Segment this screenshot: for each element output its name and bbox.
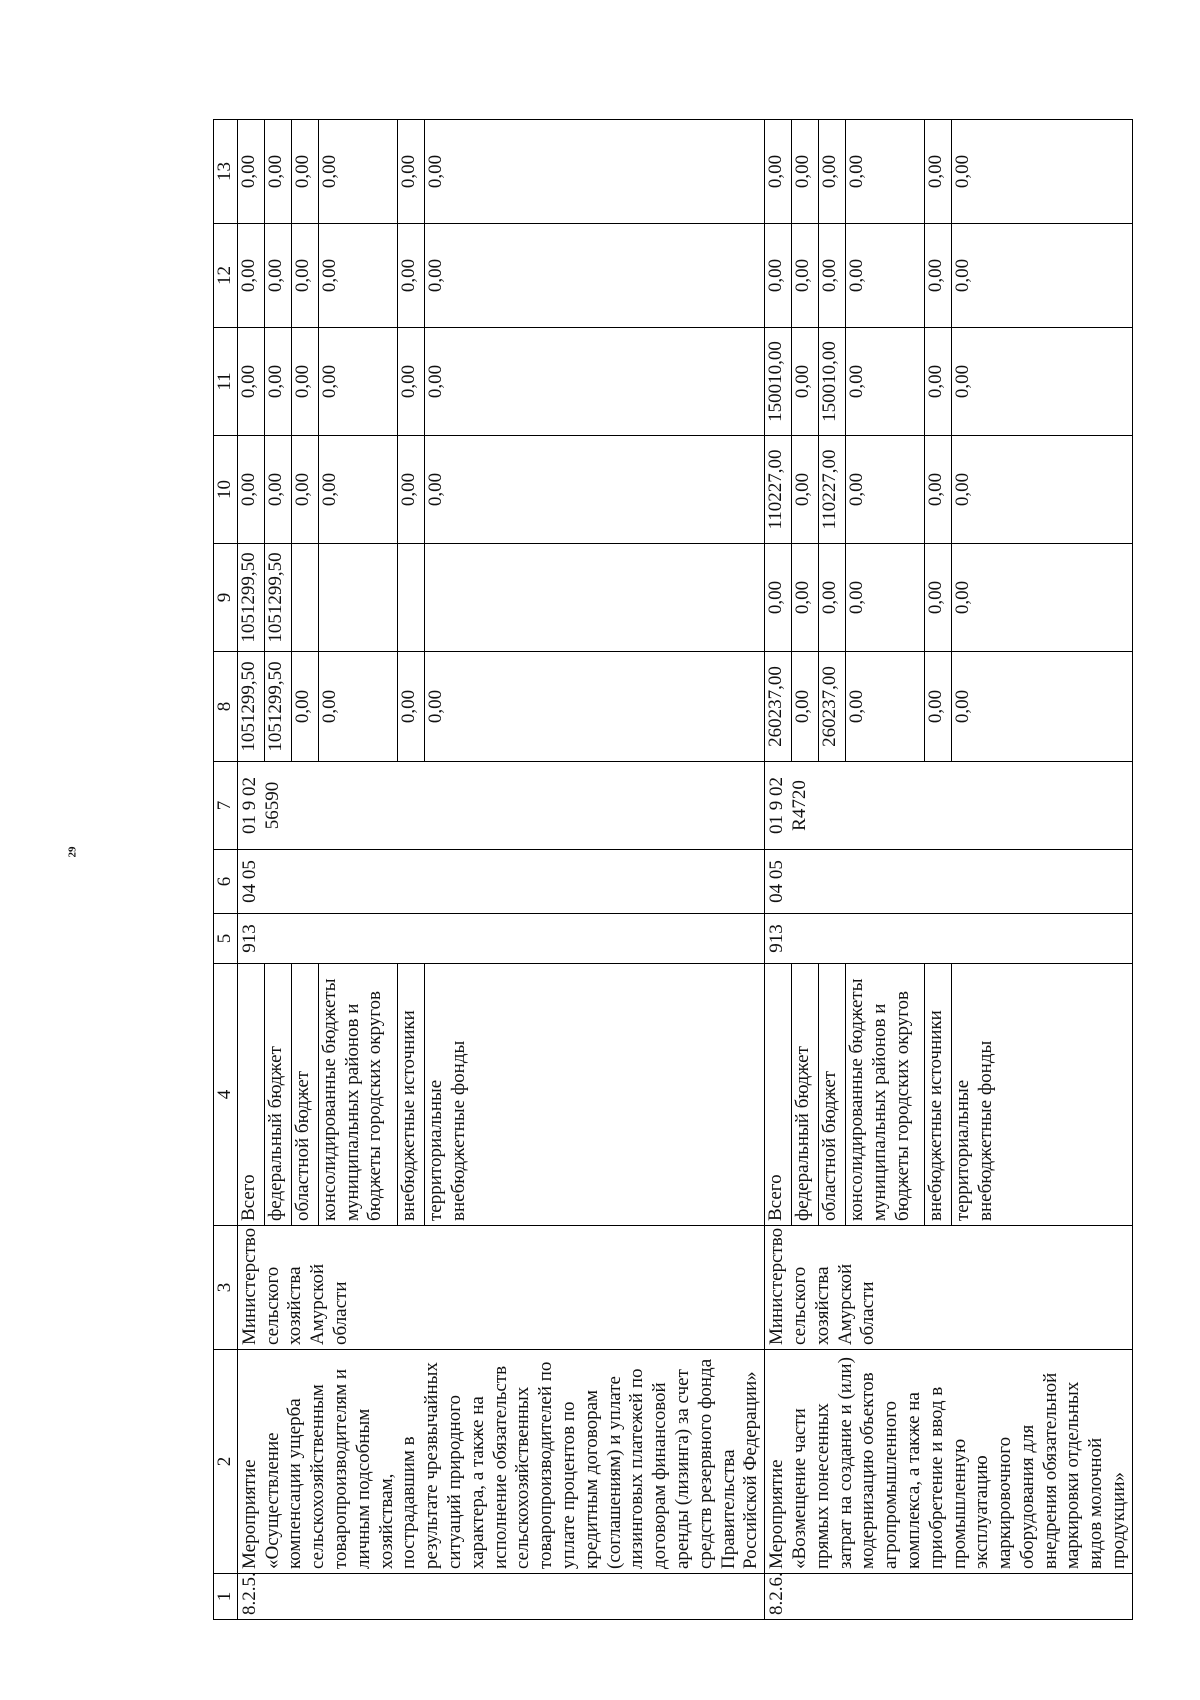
amount-c11-line: 0,00 — [952, 364, 974, 399]
amount-c11-line: 0,00 — [424, 364, 446, 399]
funding-source-line: консолидированные бюджеты муниципальных районов и бюджеты городских округов — [318, 964, 397, 1225]
amount-c8-line: 0,00 — [318, 652, 397, 761]
amount-c11 — [765, 328, 1133, 436]
amount-c10-line: 0,00 — [846, 436, 925, 543]
measure-name: Мероприятие «Возмещение части прямых понесенных затрат на создание и (или) модернизацию объектов агропромышленного комплекса, а также на приобретение и ввод в промышленную эксплуатацию маркировочного оборудования для внедрения обязательной маркировки отдельных видов молочной продукции» — [765, 1350, 1133, 1574]
amount-c8-line: 260237,00 — [765, 652, 792, 761]
amount-c8-line: 0,00 — [424, 689, 446, 724]
amount-c10-line: 0,00 — [925, 436, 952, 543]
amount-c8-line: 260237,00 — [819, 652, 846, 761]
column-header-6: 6 — [214, 850, 238, 914]
amount-c8-line: 0,00 — [925, 652, 952, 761]
amount-c13-line: 0,00 — [264, 120, 291, 223]
amount-c13-line: 0,00 — [819, 120, 846, 223]
amount-c10 — [237, 436, 764, 544]
amount-c11-line: 150010,00 — [765, 328, 792, 435]
code-target-article: 01 9 02 56590 — [237, 762, 764, 850]
amount-c13-line: 0,00 — [424, 154, 446, 189]
amount-c12-line: 0,00 — [397, 224, 424, 327]
amount-c9-line: 0,00 — [925, 544, 952, 651]
amount-c11-line: 0,00 — [238, 328, 265, 435]
amount-c9-line: 0,00 — [819, 544, 846, 651]
amount-c9-line — [397, 544, 424, 651]
amount-c13-line: 0,00 — [952, 154, 974, 189]
funding-source-line: территориальные внебюджетные фонды — [952, 1040, 996, 1221]
funding-source-line: консолидированные бюджеты муниципальных районов и бюджеты городских округов — [846, 964, 925, 1225]
column-header-4: 4 — [214, 964, 238, 1226]
amount-c10-line: 110227,00 — [765, 436, 792, 543]
amount-c12 — [765, 224, 1133, 328]
table-row — [765, 120, 1133, 1620]
amount-c8 — [237, 652, 764, 762]
funding-source-line: территориальные внебюджетные фонды — [424, 1040, 469, 1221]
amount-c8 — [765, 652, 1133, 762]
column-number-header-row — [214, 120, 238, 1620]
amount-c11 — [237, 328, 764, 436]
rotated-table-container — [213, 120, 1130, 1620]
amount-c11-line: 0,00 — [291, 328, 318, 435]
column-header-3: 3 — [214, 1226, 238, 1350]
amount-c9-line: 1051299,50 — [264, 544, 291, 651]
funding-source-line: областной бюджет — [291, 964, 318, 1225]
amount-c13-line: 0,00 — [765, 120, 792, 223]
amount-c8-line: 0,00 — [291, 652, 318, 761]
amount-c13-line: 0,00 — [846, 120, 925, 223]
amount-c8-line: 0,00 — [846, 652, 925, 761]
amount-c12-line: 0,00 — [318, 224, 397, 327]
amount-c9-line: 0,00 — [846, 544, 925, 651]
amount-c8-line: 0,00 — [952, 689, 974, 724]
code-grbs: 913 — [237, 914, 764, 964]
funding-source-line: внебюджетные источники — [397, 964, 424, 1225]
amount-c8-line: 0,00 — [792, 652, 819, 761]
amount-c9-line: 0,00 — [792, 544, 819, 651]
funding-source-line: федеральный бюджет — [792, 964, 819, 1225]
funding-source-line: Всего — [765, 964, 792, 1225]
amount-c11-line: 150010,00 — [819, 328, 846, 435]
budget-table — [213, 119, 1133, 1620]
amount-c11-line: 0,00 — [397, 328, 424, 435]
table-row — [237, 120, 764, 1620]
column-header-7: 7 — [214, 762, 238, 850]
amount-c13-line: 0,00 — [318, 120, 397, 223]
amount-c9-line: 1051299,50 — [238, 544, 265, 651]
measure-number: 8.2.5. — [237, 1574, 764, 1620]
amount-c10-line: 0,00 — [291, 436, 318, 543]
amount-c11-line: 0,00 — [318, 328, 397, 435]
amount-c13-line: 0,00 — [397, 120, 424, 223]
amount-c10-line: 0,00 — [264, 436, 291, 543]
funding-source — [237, 964, 764, 1226]
column-header-9: 9 — [214, 544, 238, 652]
funding-source-line: внебюджетные источники — [925, 964, 952, 1225]
page-number: 29 — [66, 846, 79, 858]
amount-c8-line: 1051299,50 — [238, 652, 265, 761]
amount-c9 — [237, 544, 764, 652]
amount-c12-line: 0,00 — [291, 224, 318, 327]
amount-c9-line: 0,00 — [952, 580, 974, 615]
code-section: 04 05 — [237, 850, 764, 914]
amount-c12-line: 0,00 — [424, 258, 446, 293]
executor: Министерство сельского хозяйства Амурской области — [765, 1226, 1133, 1350]
amount-c12-line: 0,00 — [952, 258, 974, 293]
column-header-10: 10 — [214, 436, 238, 544]
amount-c9-line: 0,00 — [765, 544, 792, 651]
amount-c12-line: 0,00 — [925, 224, 952, 327]
code-grbs: 913 — [765, 914, 1133, 964]
amount-c13-line: 0,00 — [238, 120, 265, 223]
amount-c10-line: 0,00 — [424, 472, 446, 507]
amount-c13 — [765, 120, 1133, 224]
amount-c11-line: 0,00 — [264, 328, 291, 435]
amount-c10-line: 0,00 — [397, 436, 424, 543]
code-section: 04 05 — [765, 850, 1133, 914]
amount-c12-line: 0,00 — [264, 224, 291, 327]
amount-c12-line: 0,00 — [792, 224, 819, 327]
column-header-2: 2 — [214, 1350, 238, 1574]
amount-c13-line: 0,00 — [291, 120, 318, 223]
amount-c10-line: 0,00 — [318, 436, 397, 543]
funding-source-line: областной бюджет — [819, 964, 846, 1225]
amount-c12-line: 0,00 — [765, 224, 792, 327]
amount-c10-line: 0,00 — [238, 436, 265, 543]
amount-c8-line: 0,00 — [397, 652, 424, 761]
amount-c9-line — [318, 544, 397, 651]
funding-source — [765, 964, 1133, 1226]
measure-number: 8.2.6. — [765, 1574, 1133, 1620]
amount-c8-line: 1051299,50 — [264, 652, 291, 761]
amount-c13-line: 0,00 — [792, 120, 819, 223]
funding-source-line: федеральный бюджет — [264, 964, 291, 1225]
column-header-12: 12 — [214, 224, 238, 328]
column-header-13: 13 — [214, 120, 238, 224]
column-header-1: 1 — [214, 1574, 238, 1620]
amount-c9-line — [424, 544, 485, 651]
amount-c13 — [237, 120, 764, 224]
amount-c9 — [765, 544, 1133, 652]
column-header-5: 5 — [214, 914, 238, 964]
funding-source-line: Всего — [238, 964, 265, 1225]
amount-c11-line: 0,00 — [846, 328, 925, 435]
amount-c11-line: 0,00 — [792, 328, 819, 435]
amount-c10-line: 0,00 — [952, 472, 974, 507]
amount-c12-line: 0,00 — [819, 224, 846, 327]
amount-c12 — [237, 224, 764, 328]
amount-c12-line: 0,00 — [238, 224, 265, 327]
amount-c10 — [765, 436, 1133, 544]
executor: Министерство сельского хозяйства Амурской области — [237, 1226, 764, 1350]
measure-name: Мероприятие «Осуществление компенсации ущерба сельскохозяйственным товаропроизводителям и личным подсобным хозяйствам, пострадавшим в результате чрезвычайных ситуаций природного характера, а также на исполнение обязательств сельскохозяйственных товаропроизводителей по уплате процентов по кредитным договорам (соглашениям) и уплате лизинговых платежей по договорам финансовой аренды (лизинга) за счет средств резервного фонда Правительства Российской Федерации» — [237, 1350, 764, 1574]
column-header-11: 11 — [214, 328, 238, 436]
amount-c10-line: 0,00 — [792, 436, 819, 543]
amount-c12-line: 0,00 — [846, 224, 925, 327]
amount-c9-line — [291, 544, 318, 651]
amount-c13-line: 0,00 — [925, 120, 952, 223]
code-target-article: 01 9 02 R4720 — [765, 762, 1133, 850]
amount-c11-line: 0,00 — [925, 328, 952, 435]
amount-c10-line: 110227,00 — [819, 436, 846, 543]
column-header-8: 8 — [214, 652, 238, 762]
